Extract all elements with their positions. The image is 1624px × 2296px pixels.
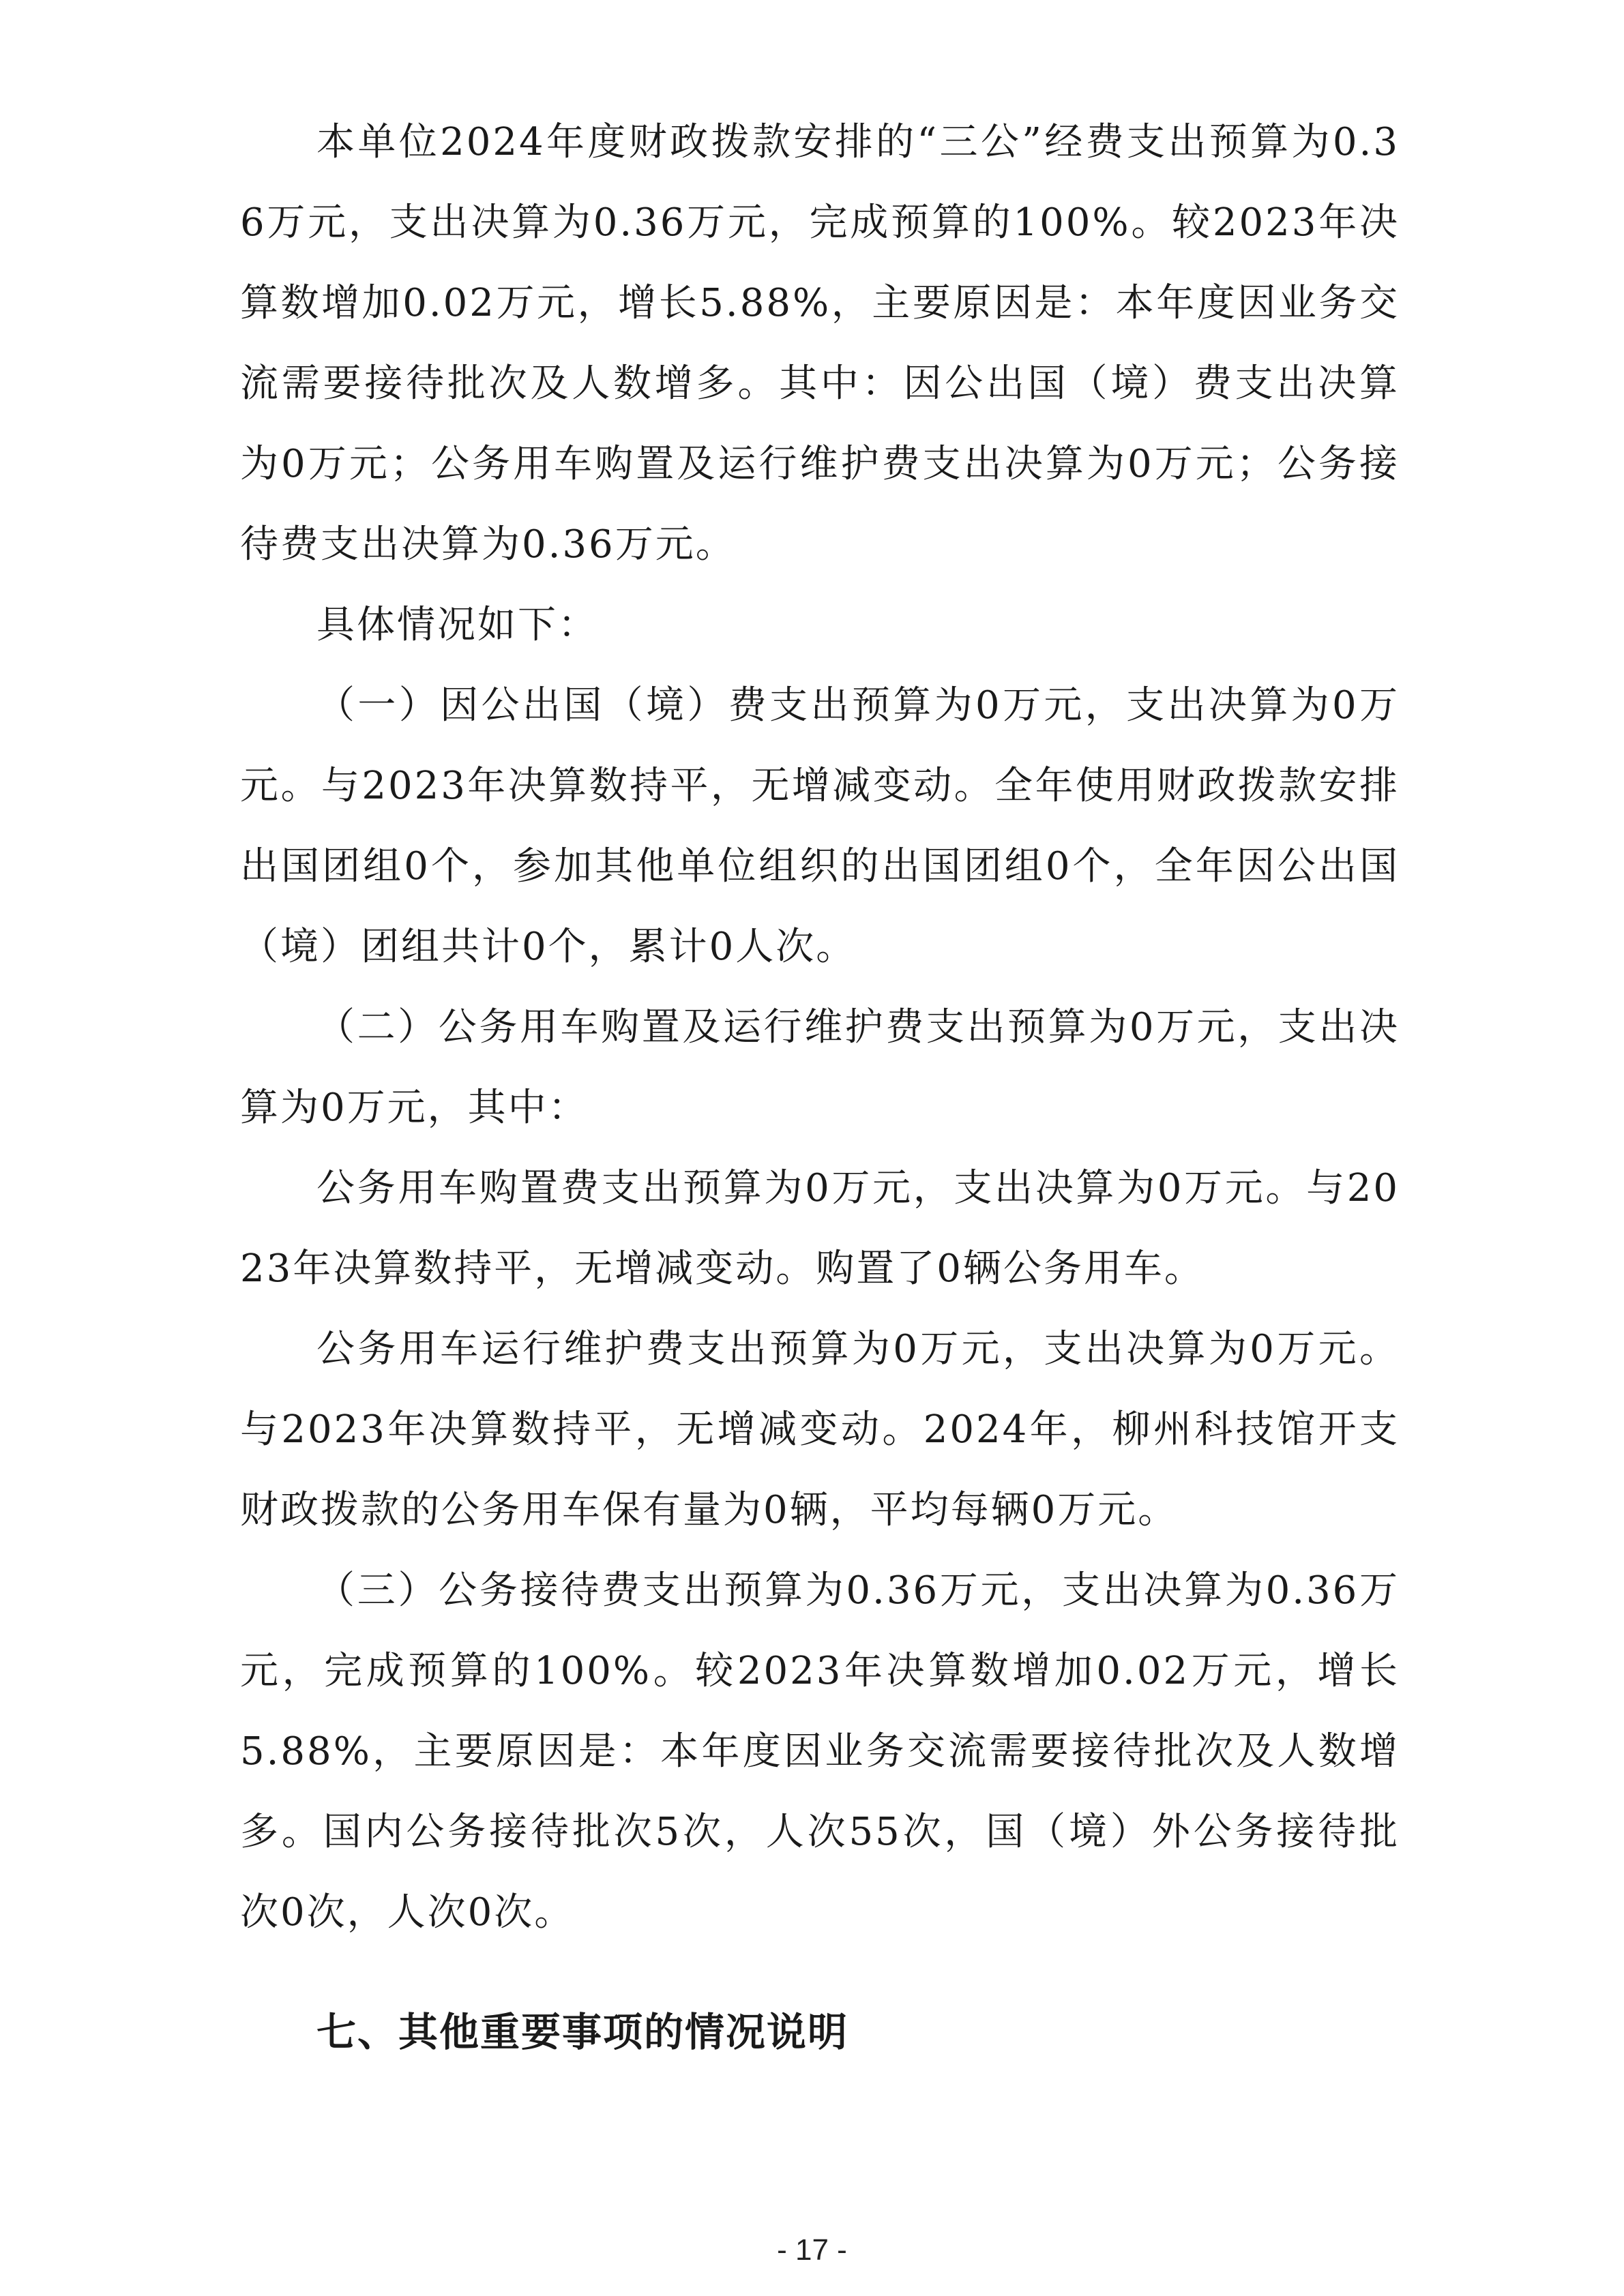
page-number: - 17 - [777, 2233, 847, 2267]
section-heading: 七、其他重要事项的情况说明 [316, 2009, 849, 2055]
paragraph-details-intro: 具体情况如下： [316, 603, 598, 647]
paragraph-official-reception: （三）公务接待费支出预算为0.36万元，支出决算为0.36万元，完成预算的100%。较2023年决算数增加0.02万元，增长5.88%，主要原因是：本年度因业务交流需要接待批次及人数增多。国内公务接待批次5次，人次55次，国（境）外公务接待批次0次，人次0次。 [240, 1568, 1400, 1935]
paragraph-overseas-travel: （一）因公出国（境）费支出预算为0万元，支出决算为0万元。与2023年决算数持平，无增减变动。全年使用财政拨款安排出国团组0个，参加其他单位组织的出国团组0个，全年因公出国（境）团组共计0个，累计0人次。 [240, 683, 1400, 969]
paragraph-three-public-summary: 本单位2024年度财政拨款安排的“三公”经费支出预算为0.36万元，支出决算为0.36万元，完成预算的100%。较2023年决算数增加0.02万元，增长5.88%，主要原因是：本年度因业务交流需要接待批次及人数增多。其中：因公出国（境）费支出决算为0万元；公务用车购置及运行维护费支出决算为0万元；公务接待费支出决算为0.36万元。 [240, 120, 1400, 567]
document-body [240, 102, 1400, 1953]
paragraph-vehicle-summary: （二）公务用车购置及运行维护费支出预算为0万元，支出决算为0万元，其中： [240, 1005, 1400, 1130]
paragraph-vehicle-maintenance: 公务用车运行维护费支出预算为0万元，支出决算为0万元。与2023年决算数持平，无增减变动。2024年，柳州科技馆开支财政拨款的公务用车保有量为0辆，平均每辆0万元。 [240, 1327, 1400, 1532]
paragraph-vehicle-purchase: 公务用车购置费支出预算为0万元，支出决算为0万元。与2023年决算数持平，无增减变动。购置了0辆公务用车。 [240, 1166, 1400, 1291]
